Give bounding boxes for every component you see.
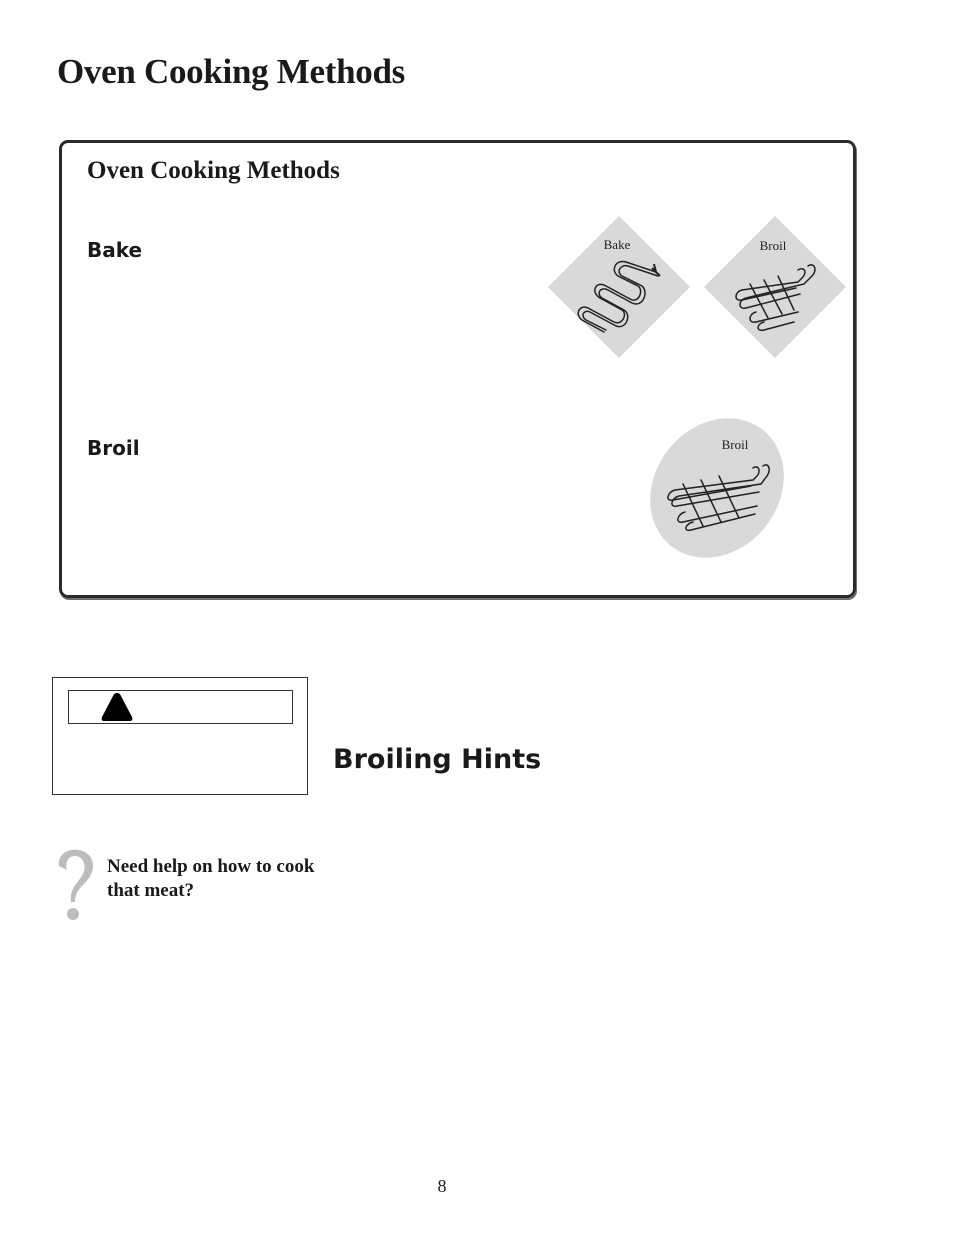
broil-diagram-label: Broil (759, 238, 787, 253)
bake-element-diagram (546, 214, 692, 360)
broiling-hints-heading: Broiling Hints (333, 744, 542, 775)
page-title: Oven Cooking Methods (57, 52, 405, 91)
warning-triangle-icon (100, 692, 134, 722)
broil-oval-diagram (645, 416, 791, 562)
broil-element-diagram (702, 214, 848, 360)
broil-oval-label: Broil (721, 437, 749, 452)
question-mark-icon (53, 848, 99, 922)
help-text: Need help on how to cook that meat? (107, 856, 315, 901)
panel-title: Oven Cooking Methods (87, 157, 340, 184)
broil-heading: Broil (87, 436, 140, 460)
page-number: 8 (437, 1176, 447, 1196)
bake-heading: Bake (87, 238, 143, 262)
bake-diagram-label: Bake (603, 237, 631, 252)
